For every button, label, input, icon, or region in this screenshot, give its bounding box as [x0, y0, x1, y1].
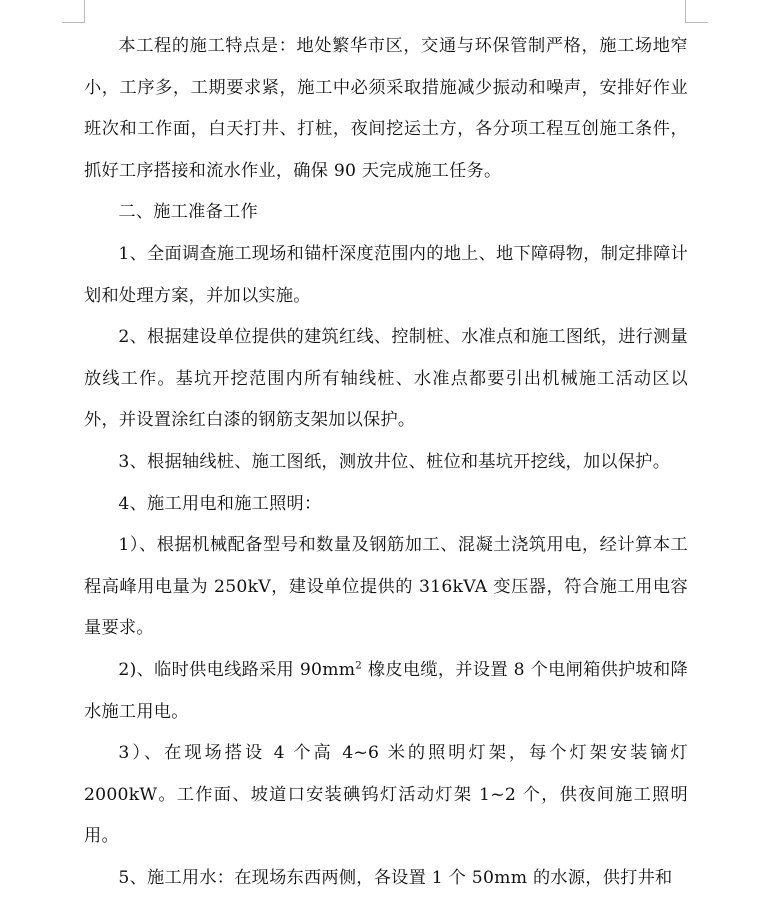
section-heading-preparation: 二、施工准备工作 [118, 202, 258, 223]
paragraph-construction-features: 本工程的施工特点是：地处繁华市区，交通与环保管制严格，施工场地窄小，工序多，工期要求紧，施工中必须采取措施减少振动和噪声，安排好作业班次和工作面，白天打井、打桩，夜间挖运土方，各分项工程互创施工条件，抓好工序搭接和流水作业，确保 90 天完成施工任务。 [84, 36, 688, 181]
paragraph-item-5: 5、施工用水：在现场东西两侧，各设置 1 个 50mm 的水源，供打井和 [118, 867, 673, 888]
document-body [84, 26, 688, 899]
margin-corner-mark [84, 0, 85, 22]
paragraph-item-3: 3、根据轴线桩、施工图纸，测放井位、桩位和基坑开挖线，加以保护。 [118, 451, 671, 472]
superscript-square: 2 [355, 659, 363, 672]
subitem-2-text-before: 2)、临时供电线路采用 90mm [118, 659, 356, 680]
margin-corner-mark [62, 22, 85, 23]
margin-corner-mark [685, 22, 708, 23]
paragraph-subitem-1: 1）、根据机械配备型号和数量及钢筋加工、混凝土浇筑用电，经计算本工程高峰用电量为 250kV，建设单位提供的 316kVA 变压器，符合施工用电容量要求。 [84, 535, 688, 639]
margin-corner-mark [685, 0, 686, 22]
paragraph-item-1: 1、全面调查施工现场和锚杆深度范围内的地上、地下障碍物，制定排障计划和处理方案，并加以实施。 [84, 243, 688, 306]
paragraph-item-4-heading: 4、施工用电和施工照明： [118, 493, 322, 514]
paragraph-item-2: 2、根据建设单位提供的建筑红线、控制桩、水准点和施工图纸，进行测量放线工作。基坑开挖范围内所有轴线桩、水准点都要引出机械施工活动区以外，并设置涂红白漆的钢筋支架加以保护。 [84, 327, 688, 431]
paragraph-subitem-3: 3）、在现场搭设 4 个高 4~6 米的照明灯架，每个灯架安装镝灯 2000kW。工作面、坡道口安装碘钨灯活动灯架 1~2 个，供夜间施工照明用。 [84, 743, 688, 847]
paragraph-subitem-2 [84, 650, 688, 733]
subitem-2-text-after: 橡皮电缆，并设置 8 个电闸箱供护坡和降水施工用电。 [84, 659, 688, 722]
